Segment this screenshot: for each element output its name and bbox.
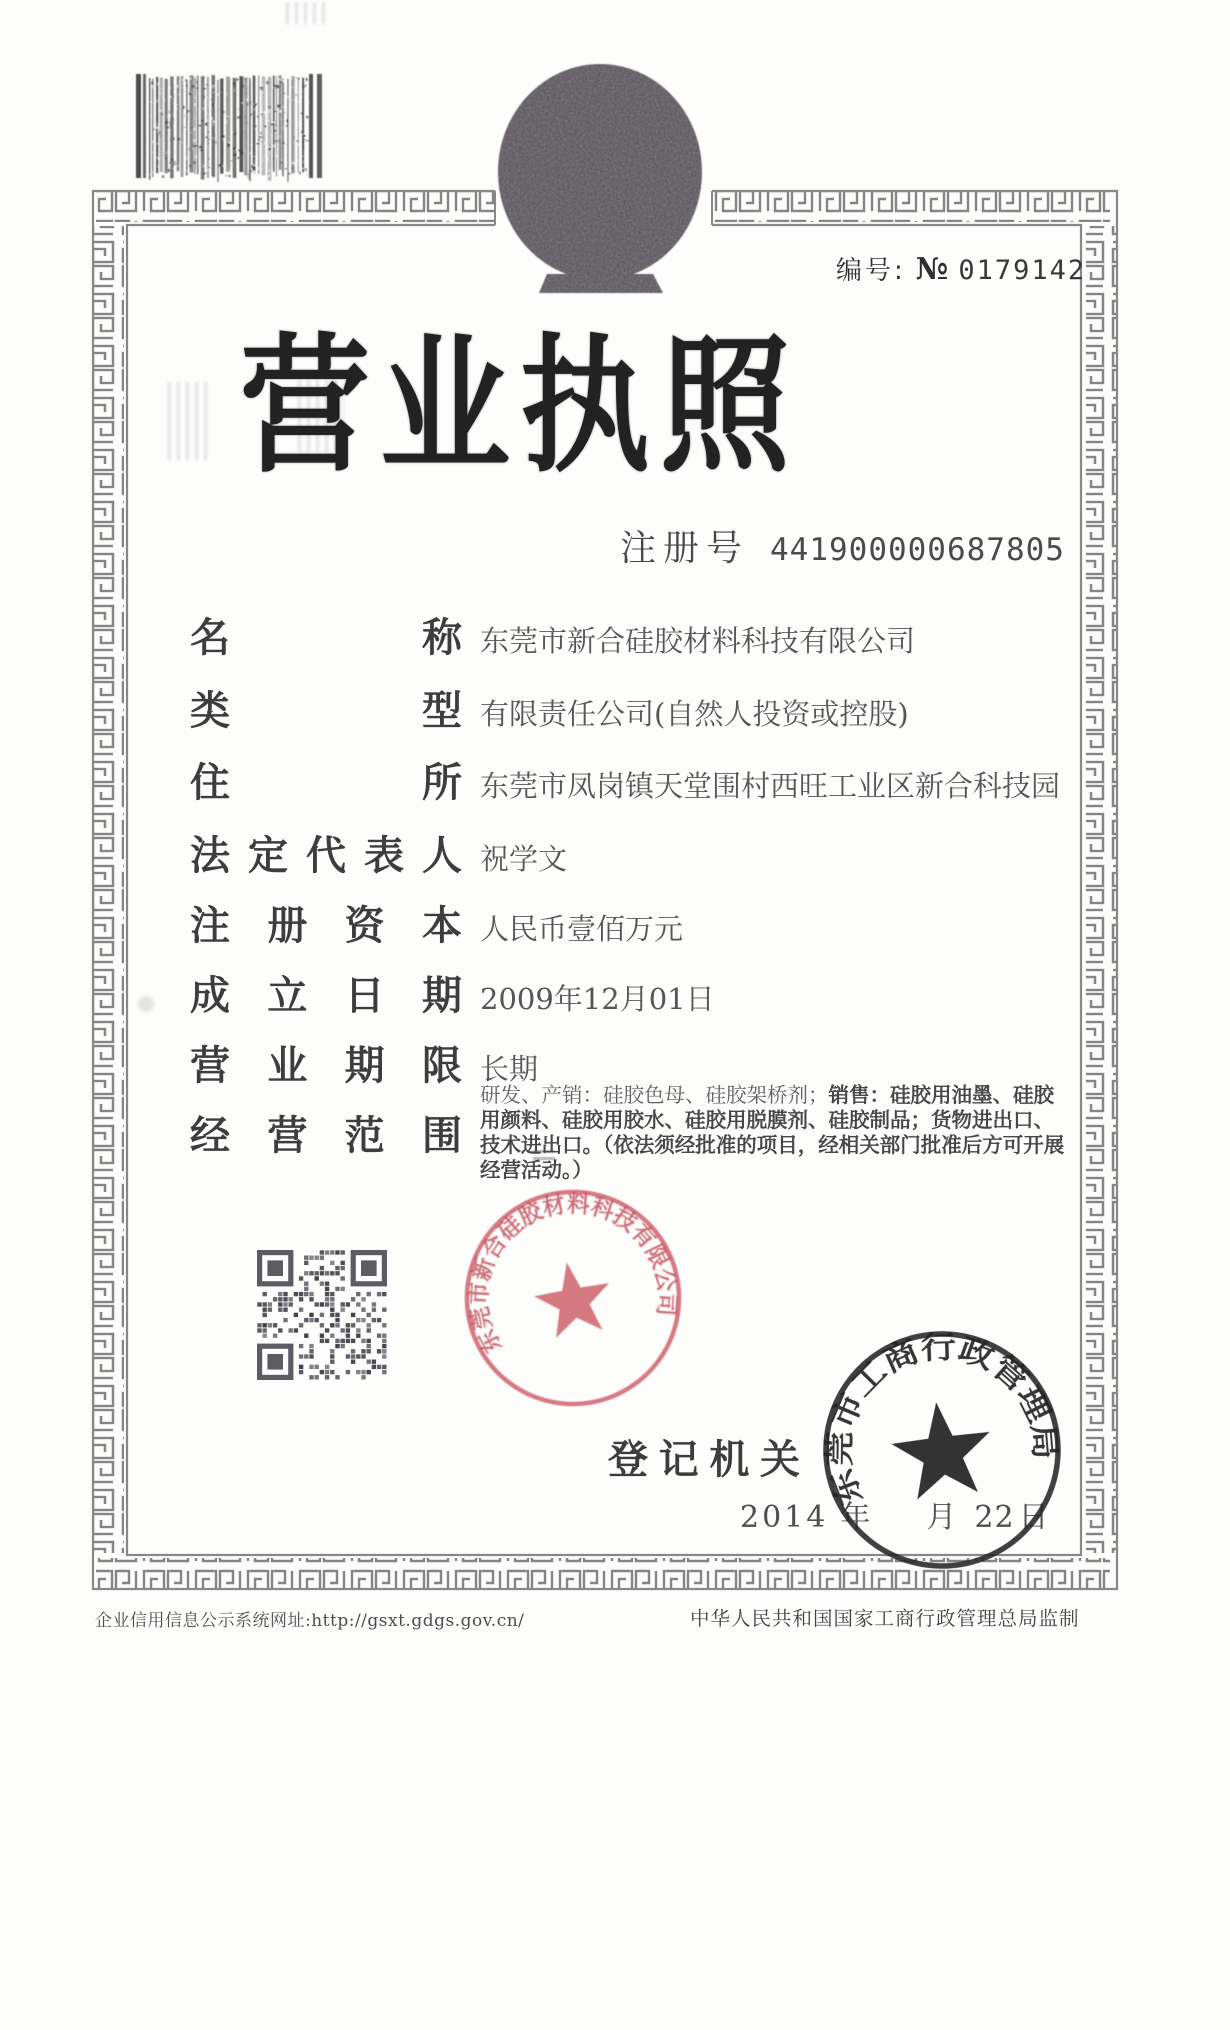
company-seal-text: 东莞市新合硅胶材料科技有限公司 xyxy=(464,1189,682,1359)
scope-bold-part: 销售：硅胶用油墨、硅胶用颜料、硅胶用胶水、硅胶用脱膜剂、硅胶制品；货物进出口、技术进出口。（依法须经批准的项目，经相关部门批准后方可开展经营活动。） xyxy=(480,1083,1065,1182)
company-seal xyxy=(434,1159,712,1437)
footer-issuer: 中华人民共和国国家工商行政管理总局监制 xyxy=(690,1607,1080,1630)
date-year: 2014 xyxy=(740,1500,829,1535)
registration-authority-label: 登记机关 xyxy=(608,1436,800,1483)
stamp-star-icon xyxy=(887,1396,997,1501)
field-value-established: 2009年12月01日 xyxy=(480,982,715,1016)
serial-number-line xyxy=(836,250,1086,287)
field-label-legal-rep: 法定代表人 xyxy=(190,832,462,879)
scope-normal-part: 研发、产销：硅胶色母、硅胶架桥剂； xyxy=(480,1083,829,1107)
field-value-capital: 人民币壹佰万元 xyxy=(480,912,684,946)
date-year-unit: 年 xyxy=(840,1500,871,1535)
registration-number-line xyxy=(620,520,1065,571)
qr-code xyxy=(257,1250,387,1380)
serial-label: 编号: xyxy=(836,256,906,286)
numero-sign: № xyxy=(915,252,949,287)
date-month-unit: 月 xyxy=(926,1500,957,1535)
field-value-type: 有限责任公司(自然人投资或控股) xyxy=(480,697,909,731)
registration-number-value: 441900000687805 xyxy=(770,532,1065,568)
footer-public-system-url: 企业信用信息公示系统网址:http://gsxt.gdgs.gov.cn/ xyxy=(95,1611,525,1631)
registry-stamp xyxy=(804,1312,1080,1588)
field-label-type: 类型 xyxy=(190,687,462,734)
barcode xyxy=(133,72,327,182)
seal-star-icon xyxy=(529,1256,616,1340)
field-label-capital: 注册资本 xyxy=(190,902,462,949)
field-value-scope xyxy=(480,1083,1072,1183)
field-label-established: 成立日期 xyxy=(190,972,462,1019)
license-title: 营业执照 xyxy=(240,319,801,493)
field-label-name: 名称 xyxy=(190,614,462,661)
field-label-address: 住所 xyxy=(190,759,462,806)
date-day: 22 xyxy=(974,1500,1015,1535)
field-value-name: 东莞市新合硅胶材料科技有限公司 xyxy=(480,624,916,658)
registration-number-label: 注册号 xyxy=(620,528,742,569)
field-value-legal-rep: 祝学文 xyxy=(480,842,568,876)
field-value-term: 长期 xyxy=(480,1052,539,1086)
registry-stamp-text: 东莞市工商行政管理局 xyxy=(821,1329,1063,1510)
field-label-term: 营业期限 xyxy=(190,1042,462,1089)
serial-number: 0179142 xyxy=(958,255,1087,286)
field-value-address: 东莞市凤岗镇天堂围村西旺工业区新合科技园 xyxy=(480,769,1061,803)
field-label-scope: 经营范围 xyxy=(190,1112,462,1159)
date-day-unit: 日 xyxy=(1018,1500,1049,1535)
scan-artifact xyxy=(286,2,326,24)
